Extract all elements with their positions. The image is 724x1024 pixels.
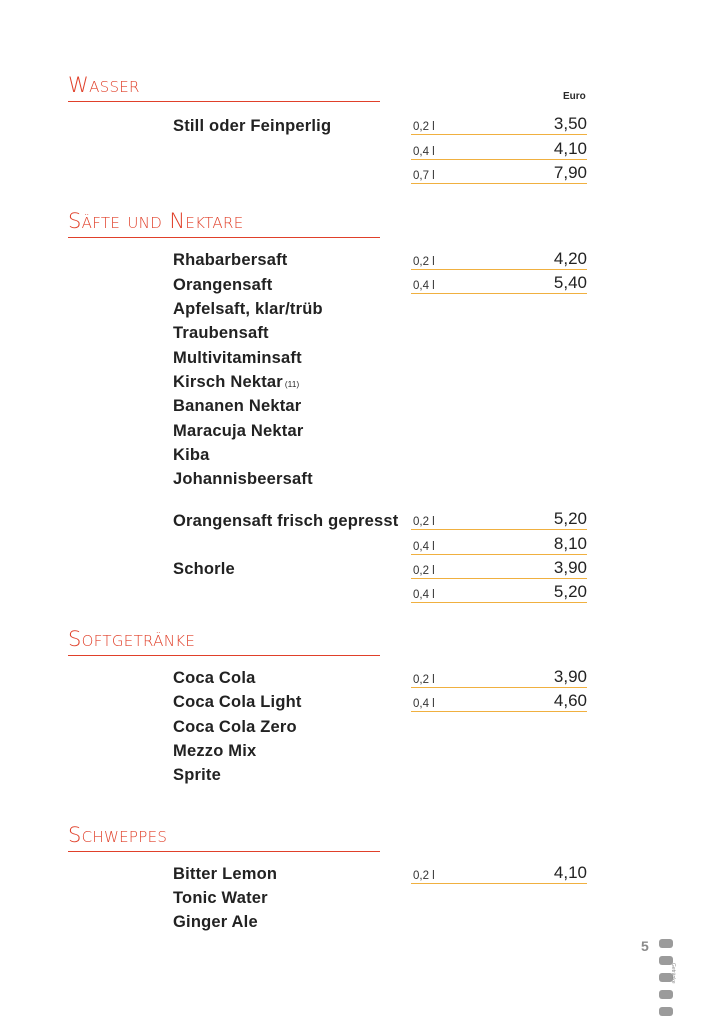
page-number: 5 <box>641 938 649 954</box>
price-row: 0,4 l 5,40 <box>413 273 587 292</box>
allergen-note: (11) <box>284 380 300 389</box>
tab-label: Getränke <box>670 963 676 984</box>
price-row: 0,4 l 4,60 <box>413 691 587 710</box>
menu-item: Traubensaft <box>173 324 269 342</box>
menu-item: Rhabarbersaft <box>173 251 288 269</box>
price-row: 0,4 l 4,10 <box>413 139 587 158</box>
price-row: 0,2 l 3,50 <box>413 114 587 133</box>
menu-item: Bitter Lemon <box>173 865 278 883</box>
section-title-softgetraenke: softgetränke <box>68 622 380 656</box>
price-row: 0,2 l 3,90 <box>413 558 587 577</box>
price-row: 0,7 l 7,90 <box>413 163 587 182</box>
menu-item: Mezzo Mix <box>173 742 257 760</box>
menu-item: Coca Cola <box>173 669 256 687</box>
menu-item: Still oder Feinperlig <box>173 117 332 135</box>
menu-item: Coca Cola Zero <box>173 718 297 736</box>
menu-item: Coca Cola Light <box>173 693 302 711</box>
currency-label: Euro <box>563 91 586 102</box>
menu-item: Apfelsaft, klar/trüb <box>173 300 323 318</box>
menu-item: Multivitaminsaft <box>173 349 302 367</box>
menu-item: Orangensaft <box>173 276 273 294</box>
menu-item: Kiba <box>173 446 210 464</box>
menu-item: Bananen Nektar <box>173 397 302 415</box>
menu-item: Tonic Water <box>173 889 268 907</box>
price-row: 0,2 l 4,10 <box>413 863 587 882</box>
section-title-schweppes: schweppes <box>68 818 380 852</box>
menu-item: Sprite <box>173 766 221 784</box>
price-row: 0,2 l 3,90 <box>413 667 587 686</box>
menu-item: Orangensaft frisch gepresst <box>173 512 399 530</box>
menu-item: Johannisbeersaft <box>173 470 313 488</box>
section-title-saefte: säfte und nektare <box>68 204 380 238</box>
menu-item: Maracuja Nektar <box>173 422 304 440</box>
price-row: 0,2 l 5,20 <box>413 509 587 528</box>
price-row: 0,2 l 4,20 <box>413 249 587 268</box>
section-title-wasser: wasser <box>68 68 380 102</box>
section-tab <box>659 1007 673 1016</box>
section-tab <box>659 990 673 999</box>
menu-item: Ginger Ale <box>173 913 258 931</box>
menu-item: Kirsch Nektar (11) <box>173 373 300 391</box>
menu-item: Schorle <box>173 560 235 578</box>
section-tab <box>659 939 673 948</box>
price-row: 0,4 l 8,10 <box>413 534 587 553</box>
price-row: 0,4 l 5,20 <box>413 582 587 601</box>
